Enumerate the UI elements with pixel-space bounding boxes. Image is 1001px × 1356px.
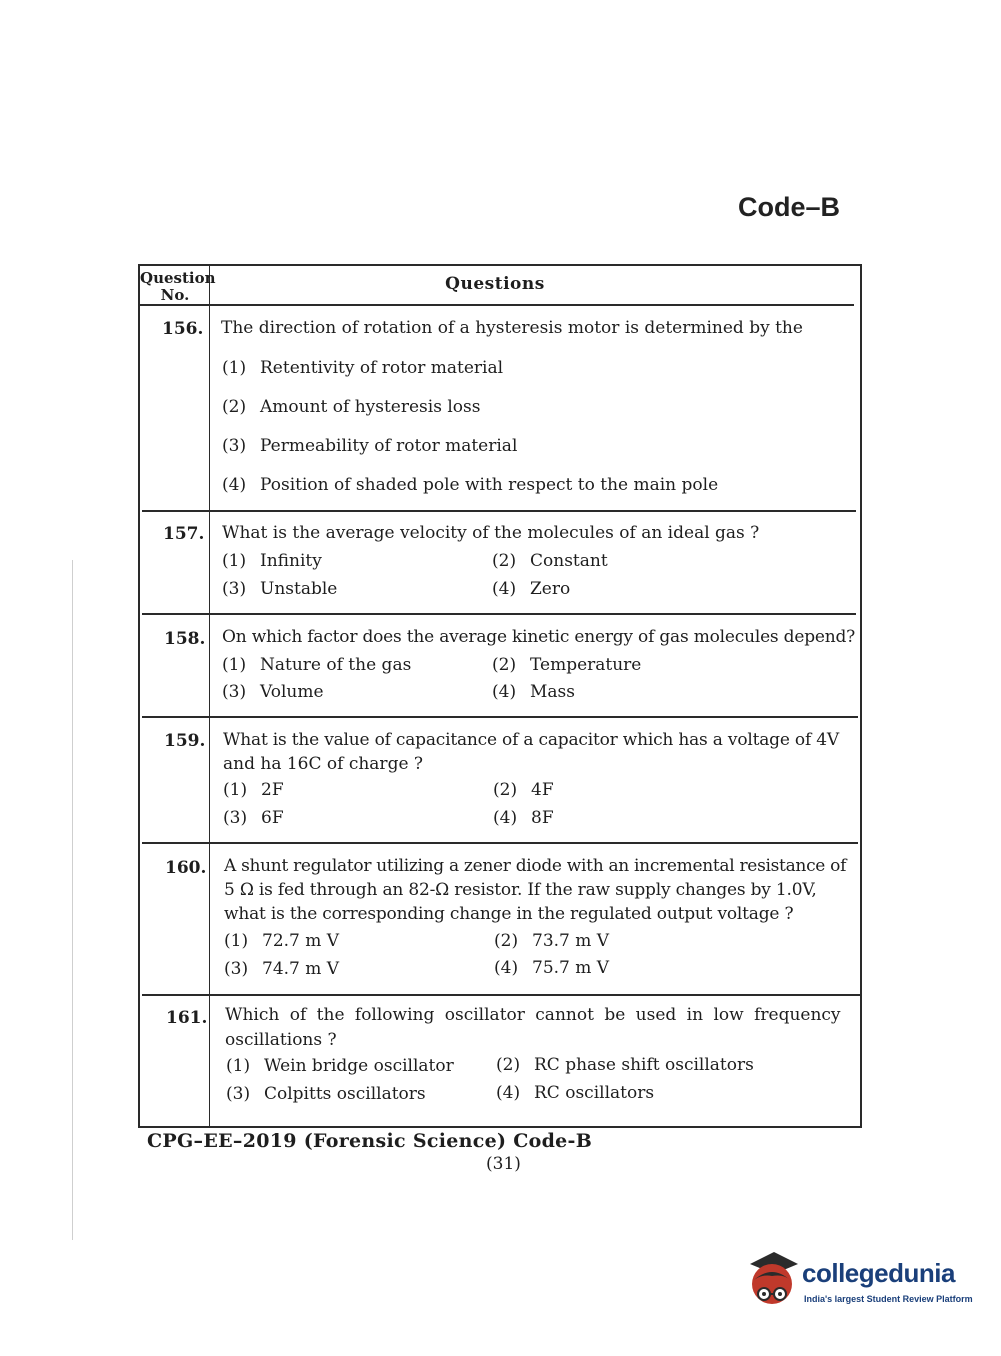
question-number: 156. (162, 319, 204, 339)
option: (3) Colpitts oscillators (226, 1084, 426, 1104)
question-text: What is the value of capacitance of a capacitor which has a voltage of 4V (223, 730, 839, 750)
option: (2) 4F (493, 780, 554, 800)
mascot-icon (744, 1250, 800, 1312)
scan-margin-line (72, 560, 73, 1240)
option: (4) RC oscillators (496, 1083, 655, 1103)
question-number: 157. (163, 524, 205, 544)
page-number: (31) (486, 1154, 521, 1174)
option: (2) Temperature (492, 655, 642, 675)
option: (3) Permeability of rotor material (222, 436, 518, 456)
code-label: Code–B (738, 192, 841, 222)
option: (4) Zero (492, 579, 571, 599)
option: (3) 6F (223, 808, 284, 828)
header-qno-line1: Question (140, 269, 216, 287)
question-text: The direction of rotation of a hysteresis motor is determined by the (221, 318, 803, 338)
option: (4) 8F (493, 808, 554, 828)
logo-brand: collegedunia (802, 1258, 955, 1288)
option: (2) 73.7 m V (494, 931, 610, 951)
option: (1) Retentivity of rotor material (222, 358, 504, 378)
column-divider (209, 264, 210, 1128)
question-number: 159. (164, 731, 206, 751)
header-qno-line2: No. (160, 286, 190, 304)
footer-title: CPG–EE–2019 (Forensic Science) Code-B (147, 1130, 593, 1152)
option: (2) Constant (492, 551, 608, 571)
question-text: 5 Ω is fed through an 82-Ω resistor. If the raw supply changes by 1.0V, (224, 880, 817, 900)
question-text: What is the average velocity of the molecules of an ideal gas ? (222, 523, 760, 543)
header-question-number (140, 269, 216, 304)
option: (2) RC phase shift oscillators (496, 1055, 754, 1075)
question-text: what is the corresponding change in the regulated output voltage ? (224, 904, 794, 924)
row-divider (142, 716, 858, 718)
header-questions: Questions (445, 274, 545, 294)
option: (1) 2F (223, 780, 284, 800)
option: (3) Volume (222, 682, 324, 702)
row-divider (142, 994, 860, 996)
option: (2) Amount of hysteresis loss (222, 397, 481, 417)
option: (1) Infinity (222, 551, 322, 571)
row-divider (142, 613, 856, 615)
question-number: 160. (165, 858, 207, 878)
option: (4) 75.7 m V (494, 958, 610, 978)
row-divider (142, 842, 858, 844)
question-text: A shunt regulator utilizing a zener diode with an incremental resistance of (224, 856, 847, 876)
collegedunia-logo (744, 1250, 974, 1320)
header-divider (138, 304, 854, 306)
option: (1) Nature of the gas (222, 655, 412, 675)
option: (3) Unstable (222, 579, 338, 599)
option: (4) Mass (492, 682, 575, 702)
question-number: 161. (166, 1008, 208, 1028)
option: (3) 74.7 m V (224, 959, 340, 979)
option: (4) Position of shaded pole with respect to the main pole (222, 475, 719, 495)
option: (1) Wein bridge oscillator (226, 1056, 454, 1076)
logo-tagline: India's largest Student Review Platform (804, 1294, 973, 1304)
question-text: and ha 16C of charge ? (223, 754, 424, 774)
question-text: Which of the following oscillator cannot be used in low frequency (225, 1005, 841, 1025)
question-text: oscillations ? (225, 1030, 337, 1050)
row-divider (142, 510, 856, 512)
option: (1) 72.7 m V (224, 931, 340, 951)
question-text: On which factor does the average kinetic energy of gas molecules depend? (222, 627, 856, 647)
question-number: 158. (164, 629, 206, 649)
